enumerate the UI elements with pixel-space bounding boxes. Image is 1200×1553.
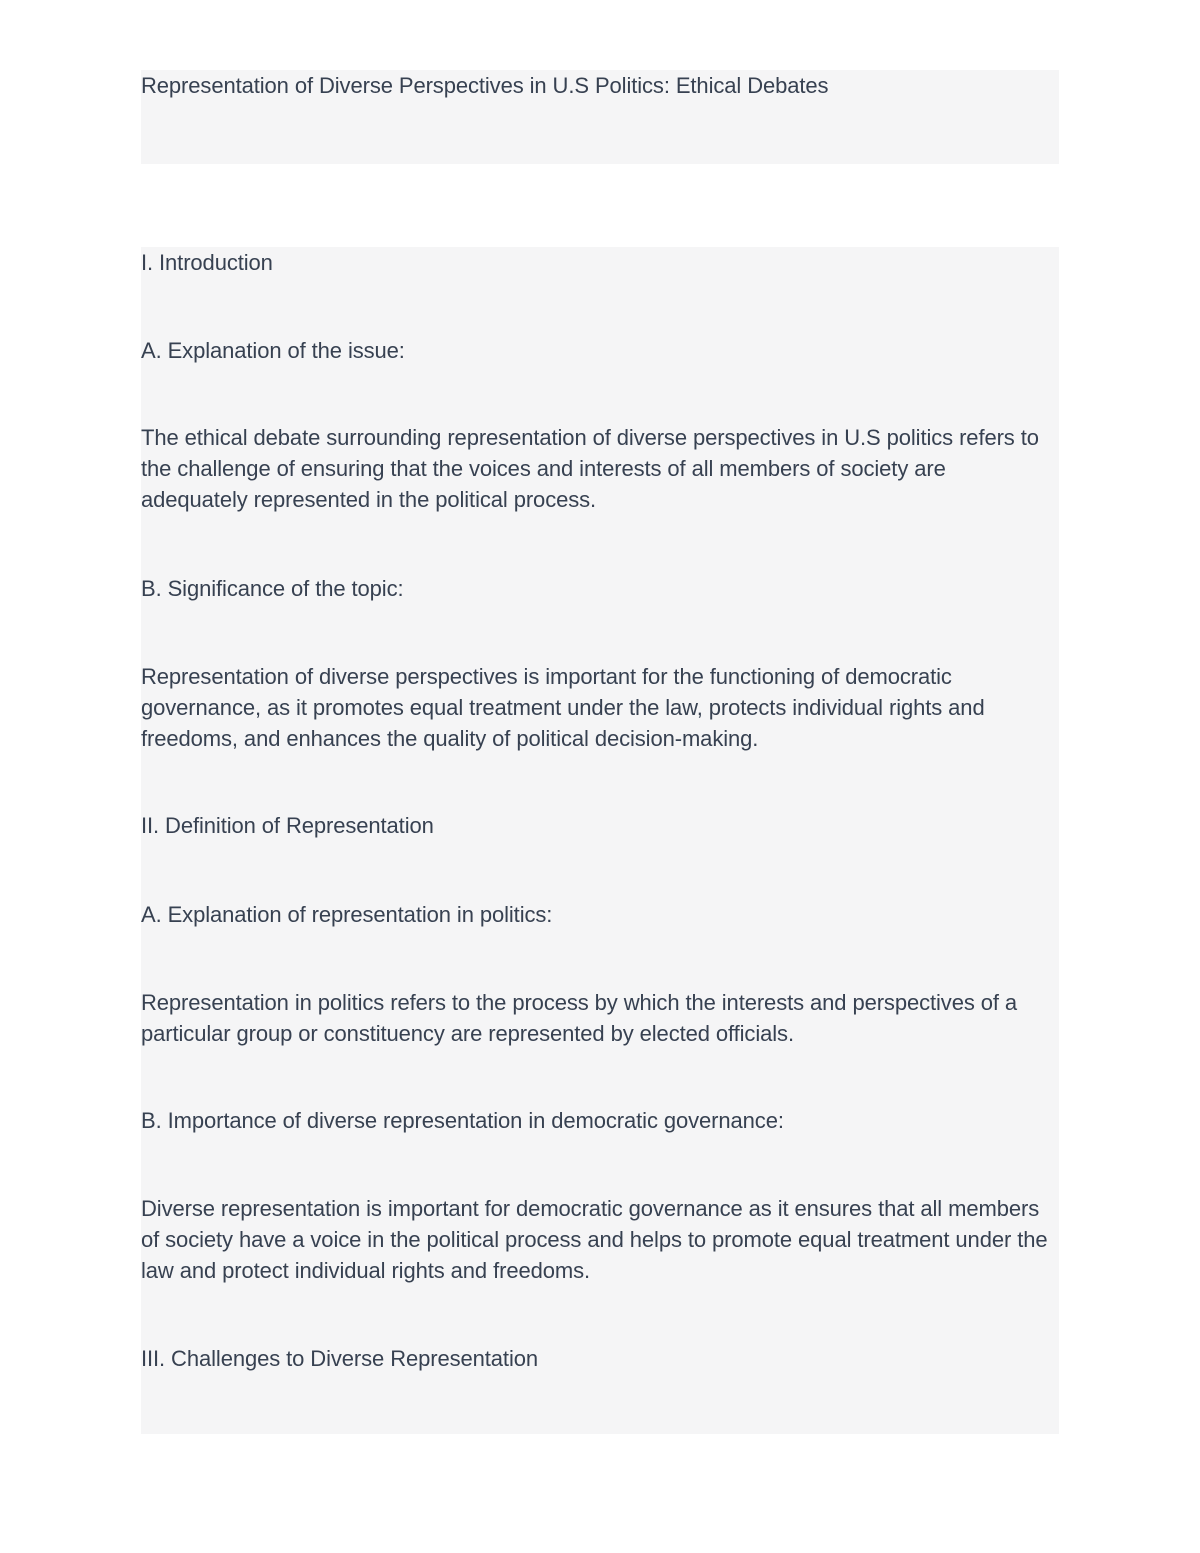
paragraph-representation-in-politics: Representation in politics refers to the process by which the interests and perspectives of a particular group or constituency are represented by elected officials. <box>141 990 1018 1046</box>
subsection-heading-importance-of-diverse-representation: B. Importance of diverse representation in democratic governance: <box>141 1108 784 1133</box>
subsection-heading-explanation-of-issue: A. Explanation of the issue: <box>141 338 405 363</box>
paragraph-importance-of-diverse-representation: Diverse representation is important for democratic governance as it ensures that all members of society have a voice in the political process and helps to promote equal treatment under the law and protect individual rights and freedoms. <box>141 1196 1048 1283</box>
document-title: Representation of Diverse Perspectives in U.S Politics: Ethical Debates <box>141 73 829 98</box>
paragraph-significance: Representation of diverse perspectives is important for the functioning of democratic governance, as it promotes equal treatment under the law, protects individual rights and freedoms, and enhances the quality of political decision-making. <box>141 664 985 751</box>
section-heading-definition-of-representation: II. Definition of Representation <box>141 813 434 838</box>
section-heading-challenges: III. Challenges to Diverse Representation <box>141 1346 539 1371</box>
title-block <box>141 70 1059 164</box>
section-heading-introduction: I. Introduction <box>141 250 273 275</box>
subsection-heading-significance: B. Significance of the topic: <box>141 576 404 601</box>
subsection-heading-representation-in-politics: A. Explanation of representation in politics: <box>141 902 553 927</box>
content-block <box>141 247 1059 1434</box>
paragraph-explanation-of-issue: The ethical debate surrounding representation of diverse perspectives in U.S politics refers to the challenge of ensuring that the voices and interests of all members of society are adequately represented in the political process. <box>141 425 1039 512</box>
